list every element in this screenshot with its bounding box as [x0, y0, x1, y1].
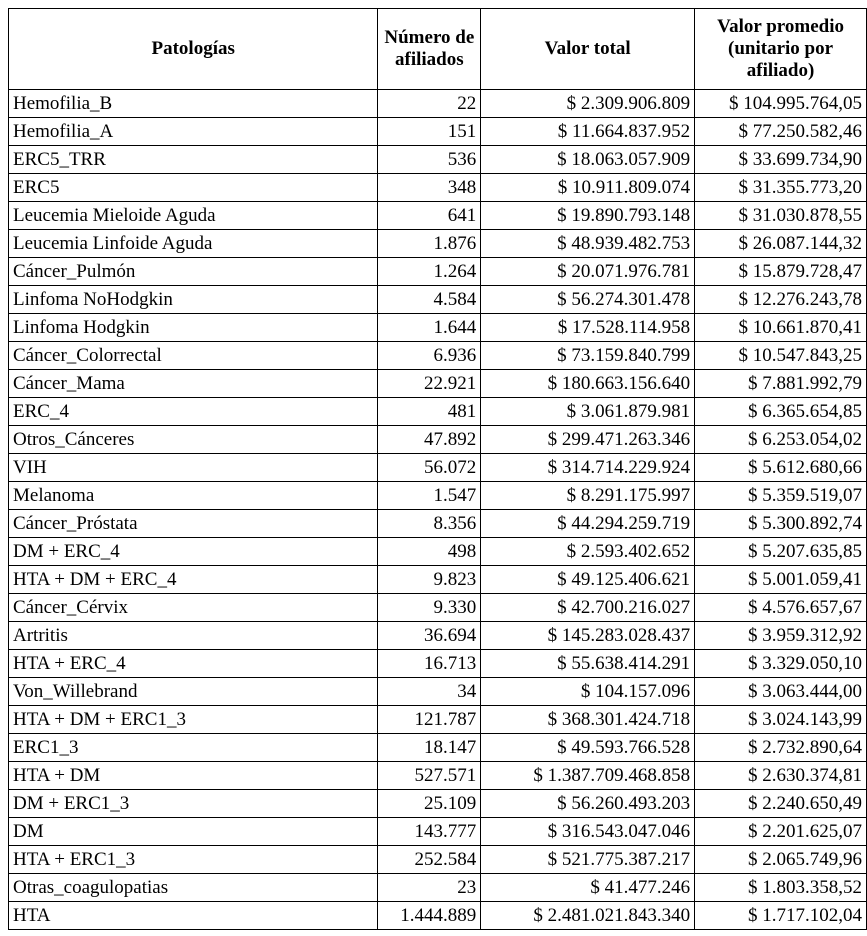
table-row — [9, 230, 867, 258]
table-row — [9, 202, 867, 230]
cell-numero-afiliados: 151 — [378, 118, 481, 146]
table-row — [9, 762, 867, 790]
header-numero-afiliados: Número de afiliados — [378, 9, 481, 90]
table-row — [9, 118, 867, 146]
cell-valor-promedio: $ 6.253.054,02 — [695, 426, 867, 454]
cell-valor-promedio: $ 10.661.870,41 — [695, 314, 867, 342]
cell-patologia: Cáncer_Cérvix — [9, 594, 378, 622]
table-row — [9, 538, 867, 566]
cell-patologia: HTA — [9, 902, 378, 930]
cell-valor-promedio: $ 3.329.050,10 — [695, 650, 867, 678]
cell-valor-promedio: $ 5.300.892,74 — [695, 510, 867, 538]
cell-valor-promedio: $ 77.250.582,46 — [695, 118, 867, 146]
cell-valor-promedio: $ 5.207.635,85 — [695, 538, 867, 566]
cell-valor-promedio: $ 1.803.358,52 — [695, 874, 867, 902]
cell-valor-total: $ 48.939.482.753 — [481, 230, 695, 258]
cell-patologia: HTA + DM + ERC_4 — [9, 566, 378, 594]
cell-valor-total: $ 44.294.259.719 — [481, 510, 695, 538]
table-row — [9, 454, 867, 482]
cell-valor-promedio: $ 5.359.519,07 — [695, 482, 867, 510]
cell-patologia: ERC1_3 — [9, 734, 378, 762]
cell-patologia: Cáncer_Colorrectal — [9, 342, 378, 370]
table-row — [9, 398, 867, 426]
cell-valor-total: $ 18.063.057.909 — [481, 146, 695, 174]
cell-valor-total: $ 2.593.402.652 — [481, 538, 695, 566]
cell-valor-promedio: $ 2.732.890,64 — [695, 734, 867, 762]
cell-numero-afiliados: 252.584 — [378, 846, 481, 874]
cell-valor-promedio: $ 3.959.312,92 — [695, 622, 867, 650]
cell-numero-afiliados: 4.584 — [378, 286, 481, 314]
cell-valor-total: $ 2.309.906.809 — [481, 90, 695, 118]
cell-patologia: Artritis — [9, 622, 378, 650]
table-row — [9, 174, 867, 202]
cell-numero-afiliados: 1.444.889 — [378, 902, 481, 930]
table-row — [9, 790, 867, 818]
cell-valor-promedio: $ 10.547.843,25 — [695, 342, 867, 370]
cell-numero-afiliados: 25.109 — [378, 790, 481, 818]
cell-patologia: Cáncer_Mama — [9, 370, 378, 398]
cell-valor-promedio: $ 12.276.243,78 — [695, 286, 867, 314]
cell-valor-total: $ 56.274.301.478 — [481, 286, 695, 314]
cell-valor-total: $ 55.638.414.291 — [481, 650, 695, 678]
cell-numero-afiliados: 121.787 — [378, 706, 481, 734]
cell-valor-promedio: $ 5.001.059,41 — [695, 566, 867, 594]
cell-patologia: HTA + ERC_4 — [9, 650, 378, 678]
cell-valor-promedio: $ 3.024.143,99 — [695, 706, 867, 734]
table-body — [9, 90, 867, 930]
table-row — [9, 902, 867, 930]
cell-valor-promedio: $ 2.630.374,81 — [695, 762, 867, 790]
table-row — [9, 650, 867, 678]
cell-valor-total: $ 2.481.021.843.340 — [481, 902, 695, 930]
table-row — [9, 594, 867, 622]
cell-valor-promedio: $ 31.355.773,20 — [695, 174, 867, 202]
cell-numero-afiliados: 1.644 — [378, 314, 481, 342]
cell-numero-afiliados: 8.356 — [378, 510, 481, 538]
cell-valor-promedio: $ 33.699.734,90 — [695, 146, 867, 174]
cell-valor-total: $ 20.071.976.781 — [481, 258, 695, 286]
cell-valor-total: $ 299.471.263.346 — [481, 426, 695, 454]
cell-valor-promedio: $ 5.612.680,66 — [695, 454, 867, 482]
cell-patologia: DM + ERC_4 — [9, 538, 378, 566]
cell-patologia: Cáncer_Próstata — [9, 510, 378, 538]
table-row — [9, 426, 867, 454]
cell-valor-promedio: $ 3.063.444,00 — [695, 678, 867, 706]
cell-numero-afiliados: 498 — [378, 538, 481, 566]
cell-valor-promedio: $ 1.717.102,04 — [695, 902, 867, 930]
cell-numero-afiliados: 9.823 — [378, 566, 481, 594]
cell-valor-total: $ 145.283.028.437 — [481, 622, 695, 650]
table-row — [9, 566, 867, 594]
cell-numero-afiliados: 481 — [378, 398, 481, 426]
cell-numero-afiliados: 23 — [378, 874, 481, 902]
cell-valor-total: $ 56.260.493.203 — [481, 790, 695, 818]
cell-numero-afiliados: 641 — [378, 202, 481, 230]
cell-patologia: Von_Willebrand — [9, 678, 378, 706]
cell-valor-promedio: $ 2.065.749,96 — [695, 846, 867, 874]
cell-patologia: HTA + DM + ERC1_3 — [9, 706, 378, 734]
cell-valor-total: $ 19.890.793.148 — [481, 202, 695, 230]
table-row — [9, 678, 867, 706]
cell-numero-afiliados: 16.713 — [378, 650, 481, 678]
cell-valor-promedio: $ 15.879.728,47 — [695, 258, 867, 286]
cell-numero-afiliados: 1.264 — [378, 258, 481, 286]
cell-valor-total: $ 1.387.709.468.858 — [481, 762, 695, 790]
cell-valor-promedio: $ 31.030.878,55 — [695, 202, 867, 230]
cell-valor-total: $ 73.159.840.799 — [481, 342, 695, 370]
table-row — [9, 510, 867, 538]
cell-numero-afiliados: 348 — [378, 174, 481, 202]
cell-valor-total: $ 3.061.879.981 — [481, 398, 695, 426]
table-row — [9, 818, 867, 846]
header-valor-total: Valor total — [481, 9, 695, 90]
cell-patologia: Otras_coagulopatias — [9, 874, 378, 902]
cell-patologia: VIH — [9, 454, 378, 482]
cell-numero-afiliados: 1.876 — [378, 230, 481, 258]
pathologies-cost-table — [8, 8, 867, 930]
cell-valor-total: $ 180.663.156.640 — [481, 370, 695, 398]
cell-numero-afiliados: 6.936 — [378, 342, 481, 370]
cell-valor-total: $ 49.593.766.528 — [481, 734, 695, 762]
cell-valor-promedio: $ 26.087.144,32 — [695, 230, 867, 258]
header-valor-promedio: Valor promedio (unitario por afiliado) — [695, 9, 867, 90]
cell-valor-total: $ 17.528.114.958 — [481, 314, 695, 342]
cell-patologia: Cáncer_Pulmón — [9, 258, 378, 286]
cell-valor-total: $ 316.543.047.046 — [481, 818, 695, 846]
cell-valor-total: $ 11.664.837.952 — [481, 118, 695, 146]
table-row — [9, 482, 867, 510]
cell-numero-afiliados: 9.330 — [378, 594, 481, 622]
cell-valor-promedio: $ 2.201.625,07 — [695, 818, 867, 846]
cell-numero-afiliados: 22 — [378, 90, 481, 118]
table-row — [9, 314, 867, 342]
cell-valor-total: $ 521.775.387.217 — [481, 846, 695, 874]
cell-patologia: Hemofilia_A — [9, 118, 378, 146]
cell-valor-total: $ 314.714.229.924 — [481, 454, 695, 482]
cell-patologia: Otros_Cánceres — [9, 426, 378, 454]
cell-patologia: Linfoma Hodgkin — [9, 314, 378, 342]
cell-valor-total: $ 49.125.406.621 — [481, 566, 695, 594]
cell-valor-total: $ 42.700.216.027 — [481, 594, 695, 622]
table-row — [9, 146, 867, 174]
cell-valor-total: $ 8.291.175.997 — [481, 482, 695, 510]
cell-patologia: ERC5_TRR — [9, 146, 378, 174]
cell-patologia: HTA + ERC1_3 — [9, 846, 378, 874]
cell-valor-promedio: $ 7.881.992,79 — [695, 370, 867, 398]
cell-patologia: DM + ERC1_3 — [9, 790, 378, 818]
cell-numero-afiliados: 36.694 — [378, 622, 481, 650]
table-row — [9, 258, 867, 286]
cell-numero-afiliados: 536 — [378, 146, 481, 174]
table-row — [9, 846, 867, 874]
cell-valor-total: $ 104.157.096 — [481, 678, 695, 706]
cell-valor-promedio: $ 104.995.764,05 — [695, 90, 867, 118]
cell-valor-total: $ 41.477.246 — [481, 874, 695, 902]
table-row — [9, 734, 867, 762]
cell-numero-afiliados: 527.571 — [378, 762, 481, 790]
cell-valor-total: $ 10.911.809.074 — [481, 174, 695, 202]
cell-valor-promedio: $ 6.365.654,85 — [695, 398, 867, 426]
cell-numero-afiliados: 18.147 — [378, 734, 481, 762]
cell-valor-promedio: $ 4.576.657,67 — [695, 594, 867, 622]
cell-patologia: Linfoma NoHodgkin — [9, 286, 378, 314]
cell-patologia: Melanoma — [9, 482, 378, 510]
table-row — [9, 342, 867, 370]
table-row — [9, 90, 867, 118]
cell-numero-afiliados: 34 — [378, 678, 481, 706]
cell-patologia: Leucemia Linfoide Aguda — [9, 230, 378, 258]
cell-patologia: Hemofilia_B — [9, 90, 378, 118]
cell-patologia: DM — [9, 818, 378, 846]
cell-numero-afiliados: 22.921 — [378, 370, 481, 398]
cell-numero-afiliados: 47.892 — [378, 426, 481, 454]
cell-patologia: HTA + DM — [9, 762, 378, 790]
cell-numero-afiliados: 56.072 — [378, 454, 481, 482]
table-row — [9, 370, 867, 398]
cell-numero-afiliados: 143.777 — [378, 818, 481, 846]
cell-patologia: ERC5 — [9, 174, 378, 202]
table-row — [9, 286, 867, 314]
cell-patologia: Leucemia Mieloide Aguda — [9, 202, 378, 230]
cell-valor-total: $ 368.301.424.718 — [481, 706, 695, 734]
table-row — [9, 874, 867, 902]
header-patologias: Patologías — [9, 9, 378, 90]
table-header-row — [9, 9, 867, 90]
cell-valor-promedio: $ 2.240.650,49 — [695, 790, 867, 818]
cell-numero-afiliados: 1.547 — [378, 482, 481, 510]
cell-patologia: ERC_4 — [9, 398, 378, 426]
table-row — [9, 622, 867, 650]
table-row — [9, 706, 867, 734]
